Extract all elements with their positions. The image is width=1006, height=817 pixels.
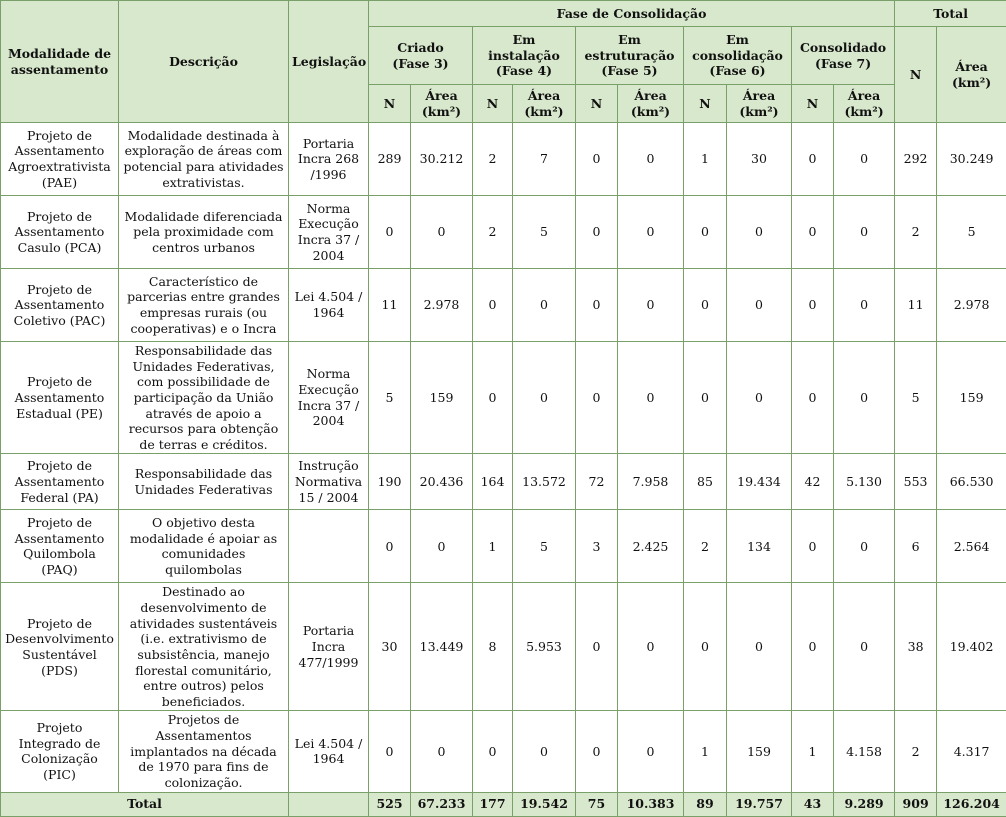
table-header (1, 1, 1006, 123)
cell-area: 0 (618, 196, 684, 269)
cell-legislacao (289, 510, 369, 583)
cell-n: 30 (369, 583, 411, 711)
cell-descricao: Destinado ao desenvolvimento de atividades sustentáveis (i.e. extrativismo de subsistência, manejo florestal comunitário, entre outros) pelos beneficiados. (119, 583, 289, 711)
cell-area: 5.130 (834, 454, 895, 510)
cell-descricao: Projetos de Assentamentos implantados na década de 1970 para fins de colonização. (119, 711, 289, 792)
cell-n: 2 (473, 196, 513, 269)
cell-legislacao: Lei 4.504 / 1964 (289, 269, 369, 342)
subheader-area (513, 85, 576, 123)
area-label: Área (730, 88, 788, 104)
table-row (1, 123, 1006, 196)
header-modalidade: Modalidade de assentamento (1, 1, 119, 123)
cell-legislacao: Norma Execução Incra 37 / 2004 (289, 196, 369, 269)
cell-n: 0 (792, 342, 834, 454)
cell-modalidade: Projeto de Assentamento Estadual (PE) (1, 342, 119, 454)
cell-n: 3 (576, 510, 618, 583)
cell-area: 0 (411, 510, 473, 583)
cell-area: 0 (411, 711, 473, 792)
cell-modalidade: Projeto de Assentamento Casulo (PCA) (1, 196, 119, 269)
area-unit: (km²) (730, 104, 788, 120)
cell-area: 0 (727, 269, 792, 342)
phase-sub: (Fase 3) (372, 56, 469, 72)
cell-legislacao: Norma Execução Incra 37 / 2004 (289, 342, 369, 454)
cell-area: 19.402 (937, 583, 1006, 711)
area-label: Área (516, 88, 572, 104)
cell-area: 2.564 (937, 510, 1006, 583)
cell-descricao: Modalidade diferenciada pela proximidade com centros urbanos (119, 196, 289, 269)
cell-n: 1 (684, 123, 727, 196)
cell-n: 0 (473, 711, 513, 792)
cell-n: 1 (473, 510, 513, 583)
cell-area: 7.958 (618, 454, 684, 510)
area-unit: (km²) (414, 104, 469, 120)
cell-modalidade: Projeto de Assentamento Quilombola (PAQ) (1, 510, 119, 583)
cell-n: 0 (684, 269, 727, 342)
table-row (1, 454, 1006, 510)
cell-area: 0 (618, 342, 684, 454)
cell-modalidade: Projeto de Assentamento Coletivo (PAC) (1, 269, 119, 342)
cell-area: 2.978 (937, 269, 1006, 342)
cell-n: 0 (684, 583, 727, 711)
cell-n: 2 (684, 510, 727, 583)
cell-n: 190 (369, 454, 411, 510)
phase-sub: (Fase 6) (687, 63, 788, 79)
cell-n: 1 (792, 711, 834, 792)
phase-sub: (Fase 7) (795, 56, 891, 72)
table-row (1, 583, 1006, 711)
cell-area: 0 (834, 510, 895, 583)
total-label: Total (1, 792, 289, 816)
cell-n: 0 (576, 583, 618, 711)
cell-n: 0 (369, 711, 411, 792)
cell-legislacao: Portaria Incra 477/1999 (289, 583, 369, 711)
total-n: 525 (369, 792, 411, 816)
header-total-group: Total (895, 1, 1006, 27)
cell-n: 85 (684, 454, 727, 510)
cell-n: 0 (576, 342, 618, 454)
cell-modalidade: Projeto de Assentamento Agroextrativista (PAE) (1, 123, 119, 196)
cell-area: 2.425 (618, 510, 684, 583)
table-row (1, 711, 1006, 792)
cell-modalidade: Projeto de Assentamento Federal (PA) (1, 454, 119, 510)
cell-area: 0 (513, 711, 576, 792)
total-n: 75 (576, 792, 618, 816)
cell-area: 4.158 (834, 711, 895, 792)
phase-sub: (Fase 4) (476, 63, 572, 79)
cell-n: 0 (792, 196, 834, 269)
subheader-n: N (792, 85, 834, 123)
header-phase-4 (473, 27, 576, 85)
cell-n: 11 (369, 269, 411, 342)
table-body (1, 123, 1006, 817)
area-label: Área (414, 88, 469, 104)
cell-area: 0 (834, 269, 895, 342)
subheader-area (618, 85, 684, 123)
table-row (1, 196, 1006, 269)
cell-area: 13.572 (513, 454, 576, 510)
cell-area: 0 (727, 196, 792, 269)
cell-area: 159 (411, 342, 473, 454)
total-n: 909 (895, 792, 937, 816)
phase-sub: (Fase 5) (579, 63, 680, 79)
total-area: 9.289 (834, 792, 895, 816)
cell-area: 30 (727, 123, 792, 196)
header-descricao: Descrição (119, 1, 289, 123)
total-area: 19.542 (513, 792, 576, 816)
cell-modalidade: Projeto Integrado de Colonização (PIC) (1, 711, 119, 792)
total-legislacao-empty (289, 792, 369, 816)
cell-modalidade: Projeto de Desenvolvimento Sustentável (PDS) (1, 583, 119, 711)
cell-area: 0 (411, 196, 473, 269)
cell-descricao: Característico de parcerias entre grandes empresas rurais (ou cooperativas) e o Incra (119, 269, 289, 342)
cell-n: 553 (895, 454, 937, 510)
cell-n: 292 (895, 123, 937, 196)
phase-name: Em instalação (476, 32, 572, 63)
phase-name: Consolidado (795, 40, 891, 56)
cell-area: 0 (618, 583, 684, 711)
total-row (1, 792, 1006, 816)
cell-n: 0 (369, 196, 411, 269)
cell-n: 0 (792, 510, 834, 583)
cell-area: 0 (834, 583, 895, 711)
phase-name: Em consolidação (687, 32, 788, 63)
cell-area: 4.317 (937, 711, 1006, 792)
header-legislacao: Legislação (289, 1, 369, 123)
cell-area: 13.449 (411, 583, 473, 711)
cell-n: 2 (895, 196, 937, 269)
cell-area: 0 (513, 342, 576, 454)
header-total-n: N (895, 27, 937, 123)
area-label: Área (621, 88, 680, 104)
cell-n: 0 (473, 342, 513, 454)
area-unit: (km²) (621, 104, 680, 120)
header-phase-6 (684, 27, 792, 85)
cell-area: 0 (618, 269, 684, 342)
header-total-area (937, 27, 1006, 123)
cell-area: 5 (937, 196, 1006, 269)
phase-name: Criado (372, 40, 469, 56)
cell-area: 5 (513, 196, 576, 269)
total-area: 10.383 (618, 792, 684, 816)
cell-area: 0 (618, 711, 684, 792)
total-n: 43 (792, 792, 834, 816)
header-fase-group: Fase de Consolidação (369, 1, 895, 27)
cell-area: 30.249 (937, 123, 1006, 196)
cell-area: 0 (834, 196, 895, 269)
cell-area: 5 (513, 510, 576, 583)
cell-area: 159 (937, 342, 1006, 454)
area-unit: (km²) (837, 104, 891, 120)
cell-legislacao: Portaria Incra 268 /1996 (289, 123, 369, 196)
cell-n: 289 (369, 123, 411, 196)
cell-area: 30.212 (411, 123, 473, 196)
cell-area: 5.953 (513, 583, 576, 711)
cell-n: 0 (369, 510, 411, 583)
subheader-area (834, 85, 895, 123)
header-phase-7 (792, 27, 895, 85)
area-unit: (km²) (940, 75, 1003, 91)
cell-n: 38 (895, 583, 937, 711)
cell-n: 6 (895, 510, 937, 583)
cell-n: 0 (684, 342, 727, 454)
cell-area: 66.530 (937, 454, 1006, 510)
subheader-area (727, 85, 792, 123)
cell-legislacao: Instrução Normativa 15 / 2004 (289, 454, 369, 510)
cell-n: 0 (792, 123, 834, 196)
subheader-n: N (473, 85, 513, 123)
area-unit: (km²) (516, 104, 572, 120)
area-label: Área (837, 88, 891, 104)
cell-n: 8 (473, 583, 513, 711)
cell-n: 0 (473, 269, 513, 342)
subheader-n: N (684, 85, 727, 123)
table-row (1, 510, 1006, 583)
cell-area: 159 (727, 711, 792, 792)
cell-n: 0 (576, 711, 618, 792)
cell-n: 164 (473, 454, 513, 510)
cell-n: 0 (576, 123, 618, 196)
cell-area: 0 (727, 583, 792, 711)
cell-n: 2 (473, 123, 513, 196)
header-phase-5 (576, 27, 684, 85)
subheader-n: N (369, 85, 411, 123)
cell-area: 0 (618, 123, 684, 196)
subheader-area (411, 85, 473, 123)
header-phase-3 (369, 27, 473, 85)
total-area: 67.233 (411, 792, 473, 816)
cell-n: 0 (576, 196, 618, 269)
cell-area: 0 (834, 342, 895, 454)
total-n: 89 (684, 792, 727, 816)
total-n: 177 (473, 792, 513, 816)
phase-name: Em estruturação (579, 32, 680, 63)
cell-area: 0 (513, 269, 576, 342)
cell-n: 1 (684, 711, 727, 792)
cell-area: 20.436 (411, 454, 473, 510)
cell-area: 7 (513, 123, 576, 196)
cell-area: 0 (727, 342, 792, 454)
cell-n: 0 (684, 196, 727, 269)
cell-n: 72 (576, 454, 618, 510)
cell-area: 2.978 (411, 269, 473, 342)
table-row (1, 342, 1006, 454)
cell-area: 0 (834, 123, 895, 196)
cell-descricao: Responsabilidade das Unidades Federativas, com possibilidade de participação da União através de apoio a recursos para obtenção de terras e créditos. (119, 342, 289, 454)
total-area: 126.204 (937, 792, 1006, 816)
cell-descricao: O objetivo desta modalidade é apoiar as comunidades quilombolas (119, 510, 289, 583)
cell-n: 5 (369, 342, 411, 454)
cell-area: 134 (727, 510, 792, 583)
cell-descricao: Responsabilidade das Unidades Federativas (119, 454, 289, 510)
table-row (1, 269, 1006, 342)
cell-n: 0 (792, 269, 834, 342)
cell-n: 42 (792, 454, 834, 510)
cell-n: 0 (792, 583, 834, 711)
area-label: Área (940, 59, 1003, 75)
cell-descricao: Modalidade destinada à exploração de áreas com potencial para atividades extrativistas. (119, 123, 289, 196)
cell-n: 0 (576, 269, 618, 342)
cell-n: 11 (895, 269, 937, 342)
cell-area: 19.434 (727, 454, 792, 510)
total-area: 19.757 (727, 792, 792, 816)
cell-n: 5 (895, 342, 937, 454)
cell-legislacao: Lei 4.504 / 1964 (289, 711, 369, 792)
subheader-n: N (576, 85, 618, 123)
cell-n: 2 (895, 711, 937, 792)
